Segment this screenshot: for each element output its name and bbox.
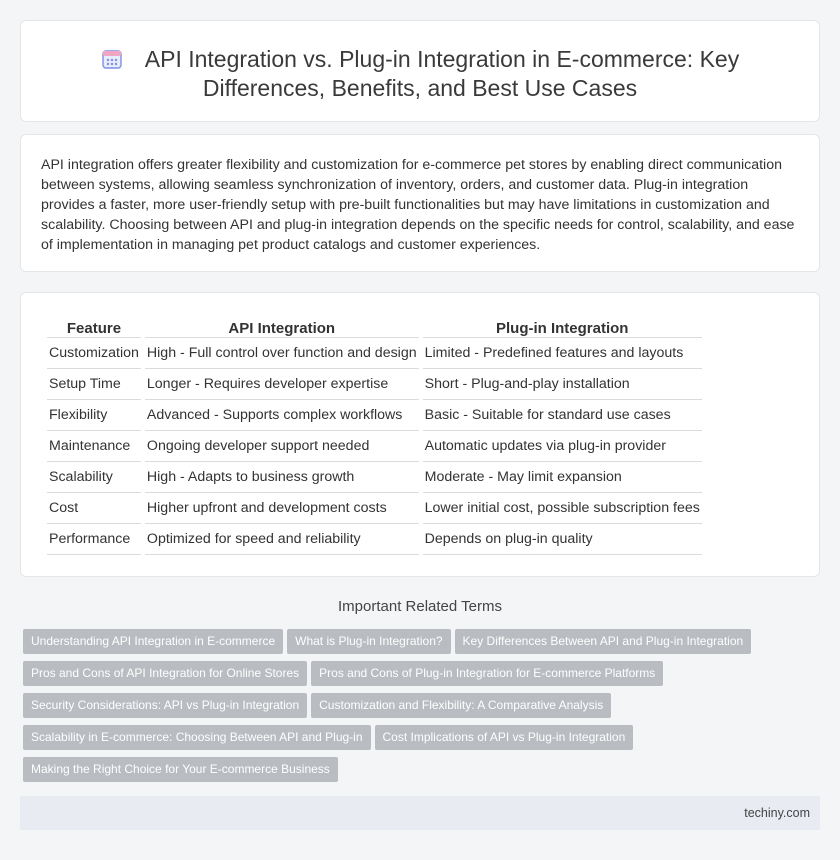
feature-cell: Flexibility xyxy=(47,400,141,431)
comparison-table xyxy=(43,316,706,555)
api-cell: Optimized for speed and reliability xyxy=(145,524,419,555)
related-term-tag[interactable]: Making the Right Choice for Your E-commerce Business xyxy=(23,757,338,782)
api-cell: Ongoing developer support needed xyxy=(145,431,419,462)
tag-row xyxy=(23,629,823,661)
plugin-cell: Moderate - May limit expansion xyxy=(423,462,702,493)
table-row xyxy=(47,462,702,493)
intro-card xyxy=(20,134,820,272)
related-term-tag[interactable]: What is Plug-in Integration? xyxy=(287,629,450,654)
related-term-tag[interactable]: Customization and Flexibility: A Comparative Analysis xyxy=(311,693,611,718)
api-cell: Advanced - Supports complex workflows xyxy=(145,400,419,431)
plugin-cell: Lower initial cost, possible subscription fees xyxy=(423,493,702,524)
comparison-table-card xyxy=(20,292,820,577)
page-title-wrap xyxy=(51,45,789,103)
feature-cell: Scalability xyxy=(47,462,141,493)
header-card xyxy=(20,20,820,122)
related-term-tag[interactable]: Security Considerations: API vs Plug-in Integration xyxy=(23,693,307,718)
related-term-tag[interactable]: Pros and Cons of Plug-in Integration for E-commerce Platforms xyxy=(311,661,663,686)
feature-cell: Customization xyxy=(47,338,141,369)
related-terms-list xyxy=(23,629,823,789)
table-row xyxy=(47,369,702,400)
calendar-icon xyxy=(101,48,123,70)
plugin-cell: Automatic updates via plug-in provider xyxy=(423,431,702,462)
footer-site-link[interactable]: techiny.com xyxy=(744,806,810,820)
api-cell: Longer - Requires developer expertise xyxy=(145,369,419,400)
related-term-tag[interactable]: Cost Implications of API vs Plug-in Integration xyxy=(375,725,634,750)
column-header-feature: Feature xyxy=(47,316,141,338)
related-term-tag[interactable]: Understanding API Integration in E-commerce xyxy=(23,629,283,654)
table-row xyxy=(47,431,702,462)
api-cell: Higher upfront and development costs xyxy=(145,493,419,524)
api-cell: High - Full control over function and design xyxy=(145,338,419,369)
table-row xyxy=(47,400,702,431)
column-header-api: API Integration xyxy=(145,316,419,338)
intro-paragraph: API integration offers greater flexibility and customization for e-commerce pet stores by enabling direct communication between systems, allowing seamless synchronization of inventory, orders, and customer data. Plug-in integration provides a faster, more user-friendly setup with pre-built functionalities but may have limitations in customization and scalability. Choosing between API and plug-in integration depends on the specific needs for control, scalability, and ease of implementation in managing pet product catalogs and customer experiences. xyxy=(41,157,795,253)
related-terms-heading: Important Related Terms xyxy=(338,598,502,615)
tag-row xyxy=(23,693,823,725)
related-term-tag[interactable]: Pros and Cons of API Integration for Online Stores xyxy=(23,661,307,686)
page-title: API Integration vs. Plug-in Integration in E-commerce: Key Differences, Benefits, and Best Use Cases xyxy=(144,46,740,101)
related-term-tag[interactable]: Key Differences Between API and Plug-in Integration xyxy=(455,629,752,654)
plugin-cell: Basic - Suitable for standard use cases xyxy=(423,400,702,431)
column-header-plugin: Plug-in Integration xyxy=(423,316,702,338)
tag-row xyxy=(23,757,823,789)
table-row xyxy=(47,493,702,524)
feature-cell: Performance xyxy=(47,524,141,555)
plugin-cell: Short - Plug-and-play installation xyxy=(423,369,702,400)
table-header-row xyxy=(47,316,702,338)
tag-row xyxy=(23,661,823,693)
plugin-cell: Depends on plug-in quality xyxy=(423,524,702,555)
related-term-tag[interactable]: Scalability in E-commerce: Choosing Between API and Plug-in xyxy=(23,725,371,750)
feature-cell: Cost xyxy=(47,493,141,524)
feature-cell: Setup Time xyxy=(47,369,141,400)
feature-cell: Maintenance xyxy=(47,431,141,462)
plugin-cell: Limited - Predefined features and layouts xyxy=(423,338,702,369)
table-row xyxy=(47,338,702,369)
api-cell: High - Adapts to business growth xyxy=(145,462,419,493)
table-row xyxy=(47,524,702,555)
tag-row xyxy=(23,725,823,757)
footer xyxy=(20,796,820,830)
